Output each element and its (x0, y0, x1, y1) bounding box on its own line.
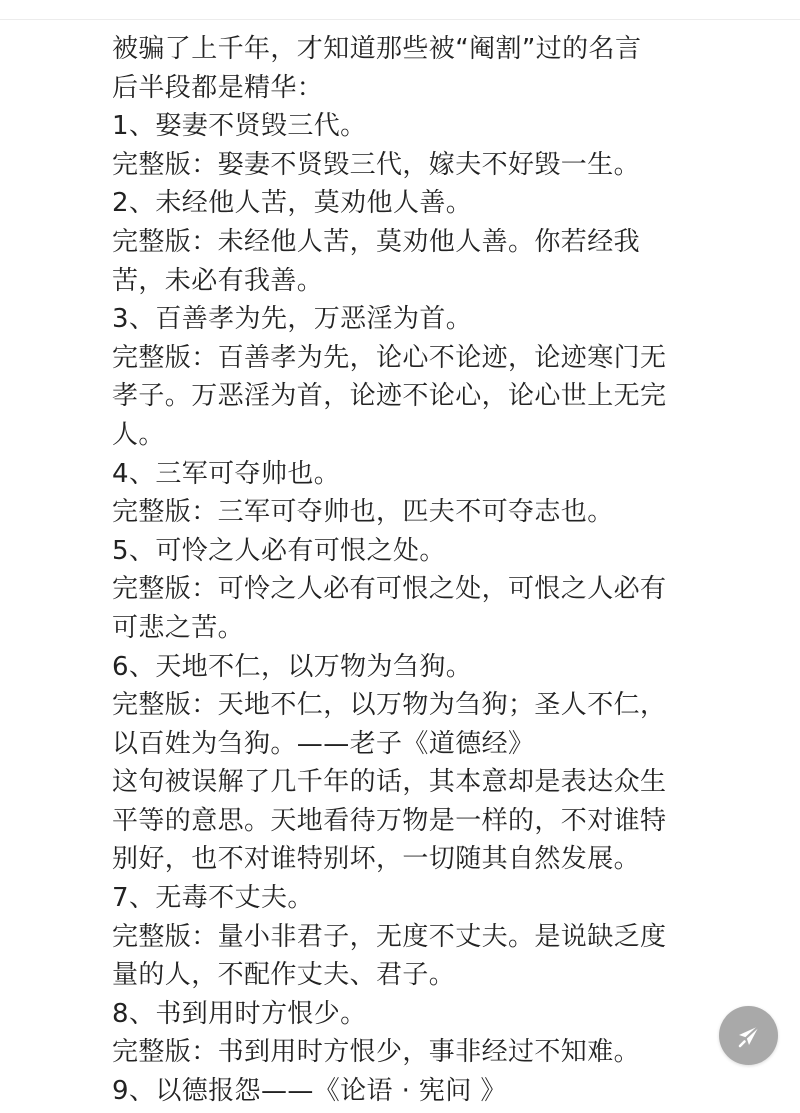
text-line: 可悲之苦。 (112, 612, 245, 643)
text-line: 被骗了上千年，才知道那些被“阉割”过的名言 (112, 34, 642, 64)
text-line: 完整版：娶妻不贤毁三代，嫁夫不好毁一生。 (112, 149, 641, 180)
text-line: 苦，未必有我善。 (112, 265, 324, 296)
text-line: 7、无毒不丈夫。 (112, 883, 314, 914)
text-line: 3、百善孝为先，万恶淫为首。 (112, 304, 473, 335)
text-line: 4、三军可夺帅也。 (112, 458, 341, 489)
text-line: 完整版：天地不仁，以万物为刍狗；圣人不仁， (112, 690, 667, 721)
text-line: 2、未经他人苦，莫劝他人善。 (112, 188, 473, 219)
text-line: 完整版：量小非君子，无度不丈夫。是说缺乏度 (112, 921, 667, 952)
text-line: 人。 (112, 419, 165, 450)
text-line: 这句被误解了几千年的话，其本意却是表达众生 (112, 767, 667, 798)
text-line: 完整版：未经他人苦，莫劝他人善。你若经我 (112, 226, 641, 257)
text-line: 1、娶妻不贤毁三代。 (112, 111, 367, 142)
text-line: 孝子。万恶淫为首，论迹不论心，论心世上无完 (112, 381, 667, 412)
top-divider (0, 19, 800, 20)
send-arrow-icon (734, 1021, 764, 1051)
text-line: 完整版：百善孝为先，论心不论迹，论迹寒门无 (112, 342, 667, 373)
text-line: 平等的意思。天地看待万物是一样的，不对谁特 (112, 805, 667, 836)
text-line: 完整版：书到用时方恨少，事非经过不知难。 (112, 1037, 641, 1068)
text-line: 完整版：可怜之人必有可恨之处，可恨之人必有 (112, 574, 667, 605)
text-line: 8、书到用时方恨少。 (112, 998, 367, 1029)
text-line: 完整版：三军可夺帅也，匹夫不可夺志也。 (112, 497, 614, 528)
text-line: 别好，也不对谁特别坏，一切随其自然发展。 (112, 844, 641, 875)
text-line: 6、天地不仁，以万物为刍狗。 (112, 651, 473, 682)
article-body (112, 30, 712, 1111)
text-line: 以百姓为刍狗。——老子《道德经》 (112, 728, 535, 759)
share-fab-button[interactable] (719, 1006, 778, 1065)
text-line: 9、以德报怨——《论语 · 宪问 》 (112, 1076, 507, 1107)
text-line: 后半段都是精华： (112, 72, 324, 103)
text-line: 5、可怜之人必有可恨之处。 (112, 535, 446, 566)
text-line: 量的人，不配作丈夫、君子。 (112, 960, 456, 991)
